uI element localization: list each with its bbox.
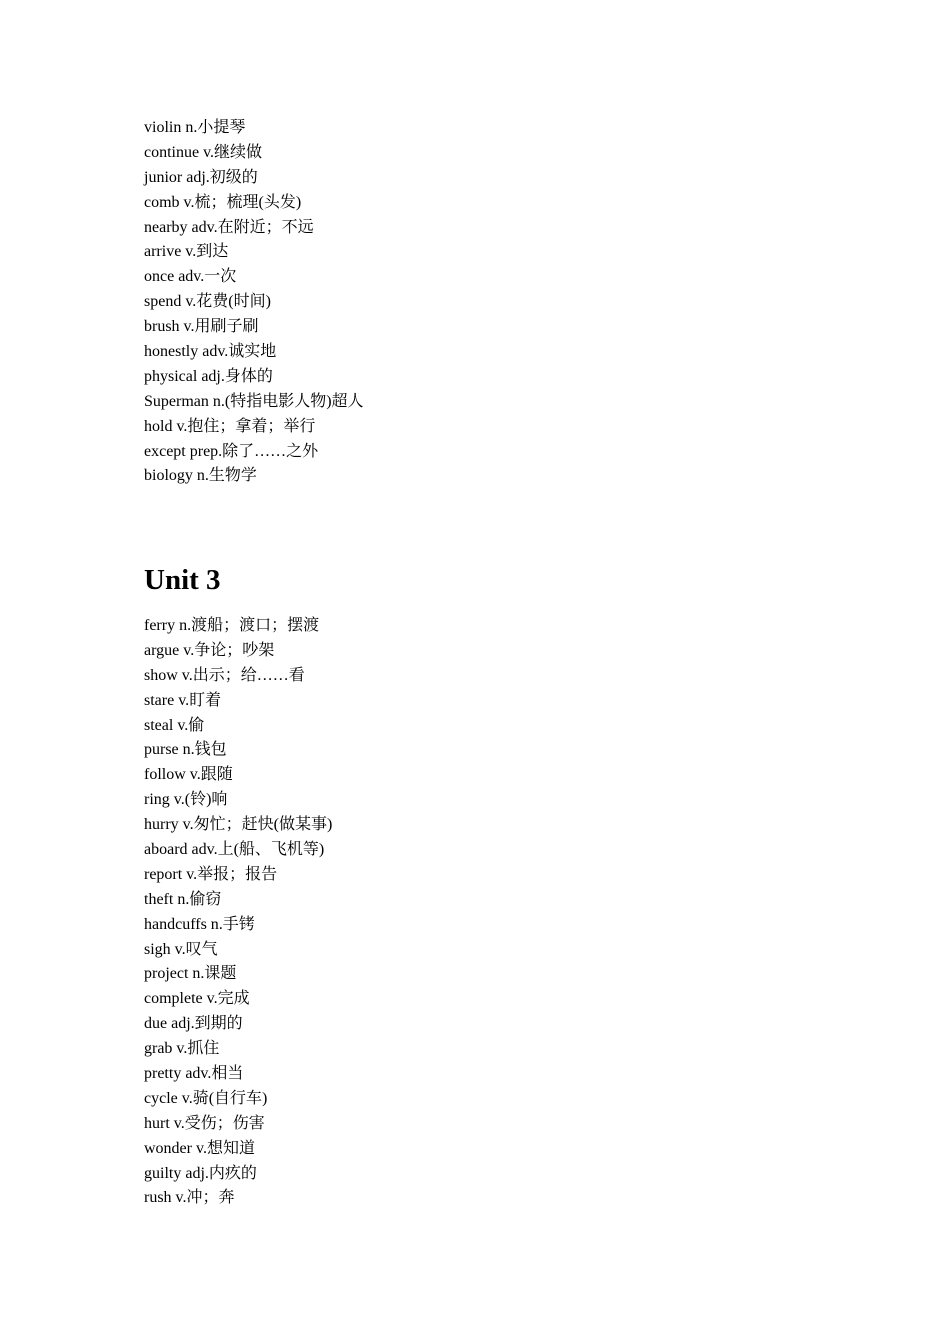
vocabulary-list-unit-3 bbox=[144, 614, 332, 1211]
vocab-entry: continue v.继续做 bbox=[144, 143, 263, 161]
vocab-entry: once adv.一次 bbox=[144, 268, 237, 286]
vocab-entry: ferry n.渡船；渡口；摆渡 bbox=[144, 617, 320, 634]
vocab-entry: sigh v.叹气 bbox=[144, 940, 218, 958]
vocab-entry: handcuffs n.手铐 bbox=[144, 915, 255, 933]
vocab-entry: aboard adv.上(船、飞机等) bbox=[144, 841, 325, 859]
vocab-entry: pretty adv.相当 bbox=[144, 1065, 244, 1083]
vocab-entry: nearby adv.在附近；不远 bbox=[144, 218, 314, 236]
vocab-entry: due adj.到期的 bbox=[144, 1015, 243, 1033]
vocab-entry: junior adj.初级的 bbox=[144, 168, 258, 186]
vocabulary-list-previous-unit bbox=[144, 116, 364, 489]
vocab-entry: theft n.偷窃 bbox=[144, 890, 222, 908]
vocab-entry: complete v.完成 bbox=[144, 990, 250, 1008]
vocab-entry: follow v.跟随 bbox=[144, 766, 233, 784]
vocab-entry: hurry v.匆忙；赶快(做某事) bbox=[144, 816, 333, 834]
vocab-entry: wonder v.想知道 bbox=[144, 1139, 255, 1157]
vocab-entry: brush v.用刷子刷 bbox=[144, 318, 259, 336]
vocab-entry: hurt v.受伤；伤害 bbox=[144, 1114, 265, 1132]
vocab-entry: guilty adj.内疚的 bbox=[144, 1164, 257, 1182]
vocab-entry: hold v.抱住；拿着；举行 bbox=[144, 417, 316, 435]
vocab-entry: rush v.冲；奔 bbox=[144, 1189, 235, 1207]
unit-heading: Unit 3 bbox=[144, 564, 221, 596]
vocab-entry: except prep.除了……之外 bbox=[144, 442, 319, 460]
vocab-entry: steal v.偷 bbox=[144, 716, 205, 734]
vocab-entry: comb v.梳；梳理(头发) bbox=[144, 193, 302, 211]
vocab-entry: ring v.(铃)响 bbox=[144, 791, 228, 809]
vocab-entry: stare v.盯着 bbox=[144, 691, 222, 709]
vocab-entry: arrive v.到达 bbox=[144, 243, 229, 261]
vocab-entry: show v.出示；给……看 bbox=[144, 666, 305, 684]
vocab-entry: Superman n.(特指电影人物)超人 bbox=[144, 392, 364, 410]
vocab-entry: spend v.花费(时间) bbox=[144, 293, 271, 311]
vocab-entry: physical adj.身体的 bbox=[144, 367, 273, 385]
vocab-entry: project n.课题 bbox=[144, 965, 237, 983]
vocab-entry: grab v.抓住 bbox=[144, 1040, 220, 1058]
vocab-entry: cycle v.骑(自行车) bbox=[144, 1089, 268, 1107]
vocab-entry: argue v.争论；吵架 bbox=[144, 641, 275, 659]
vocab-entry: biology n.生物学 bbox=[144, 467, 257, 485]
vocab-entry: honestly adv.诚实地 bbox=[144, 343, 277, 361]
vocab-entry: report v.举报；报告 bbox=[144, 865, 278, 883]
vocab-entry: violin n.小提琴 bbox=[144, 119, 246, 136]
vocab-entry: purse n.钱包 bbox=[144, 741, 227, 759]
